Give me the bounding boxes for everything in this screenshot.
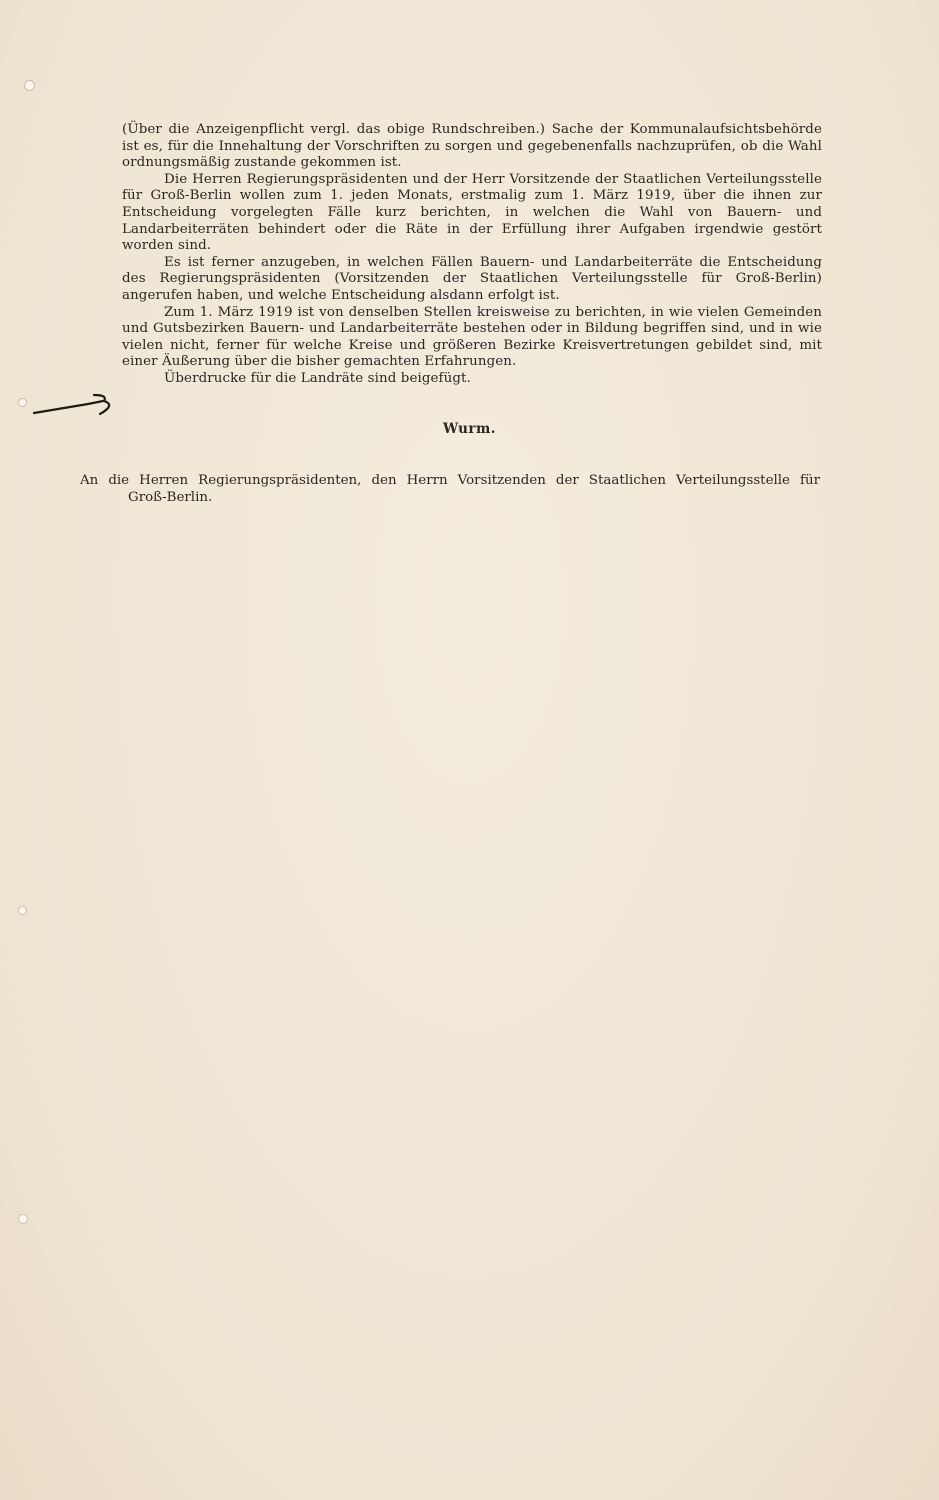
letter-body bbox=[122, 122, 822, 388]
punch-hole-lower bbox=[18, 906, 27, 915]
punch-hole-bottom bbox=[18, 1214, 28, 1224]
paragraph-appeals: Es ist ferner anzugeben, in welchen Fällen Bauern- und Landarbeiterräte die Entscheidung des Regierungspräsidenten (Vorsitzenden der Staatlichen Verteilungsstelle für Groß-Berlin) angerufen haben, und welche Entscheidung alsdann erfolgt ist. bbox=[122, 254, 822, 303]
handwritten-pen-mark bbox=[30, 392, 120, 420]
paragraph-district-report: Zum 1. März 1919 ist von denselben Stellen kreisweise zu berichten, in wie vielen Gemeinden und Gutsbezirken Bauern- und Landarbeiterräte bestehen oder in Bildung begriffen sind, und in wie vielen nicht, ferner für welche Kreise und größeren Bezirke Kreisvertretungen gebildet sind, mit einer Äußerung über die bisher gemachten Erfahrungen. bbox=[122, 304, 822, 370]
paragraph-reporting-duty: (Über die Anzeigenpflicht vergl. das obige Rundschreiben.) Sache der Kommunalaufsichtsbehörde ist es, für die Innehaltung der Vorschriften zu sorgen und gegebenenfalls nachzuprüfen, ob die Wahl ordnungsmäßig zustande gekommen ist. bbox=[122, 122, 822, 171]
addressee-line: An die Herren Regierungspräsidenten, den Herrn Vorsitzenden der Staatlichen Verteilungsstelle für bbox=[80, 473, 820, 488]
punch-hole-top bbox=[24, 80, 35, 91]
signature: Wurm. bbox=[442, 421, 497, 437]
addressee-block bbox=[80, 472, 820, 506]
punch-hole-middle bbox=[18, 398, 27, 407]
addressee-continuation: Groß-Berlin. bbox=[128, 490, 213, 505]
paragraph-monthly-report: Die Herren Regierungspräsidenten und der Herr Vorsitzende der Staatlichen Verteilungsstelle für Groß-Berlin wollen zum 1. jeden Monats, erstmalig zum 1. März 1919, über die ihnen zur Entscheidung vorgelegten Fälle kurz berichten, in welchen die Wahl von Bauern- und Landarbeiterräten behindert oder die Räte in der Erfüllung ihrer Aufgaben irgendwie gestört worden sind. bbox=[122, 171, 822, 254]
paragraph-overprints: Überdrucke für die Landräte sind beigefügt. bbox=[164, 370, 471, 386]
